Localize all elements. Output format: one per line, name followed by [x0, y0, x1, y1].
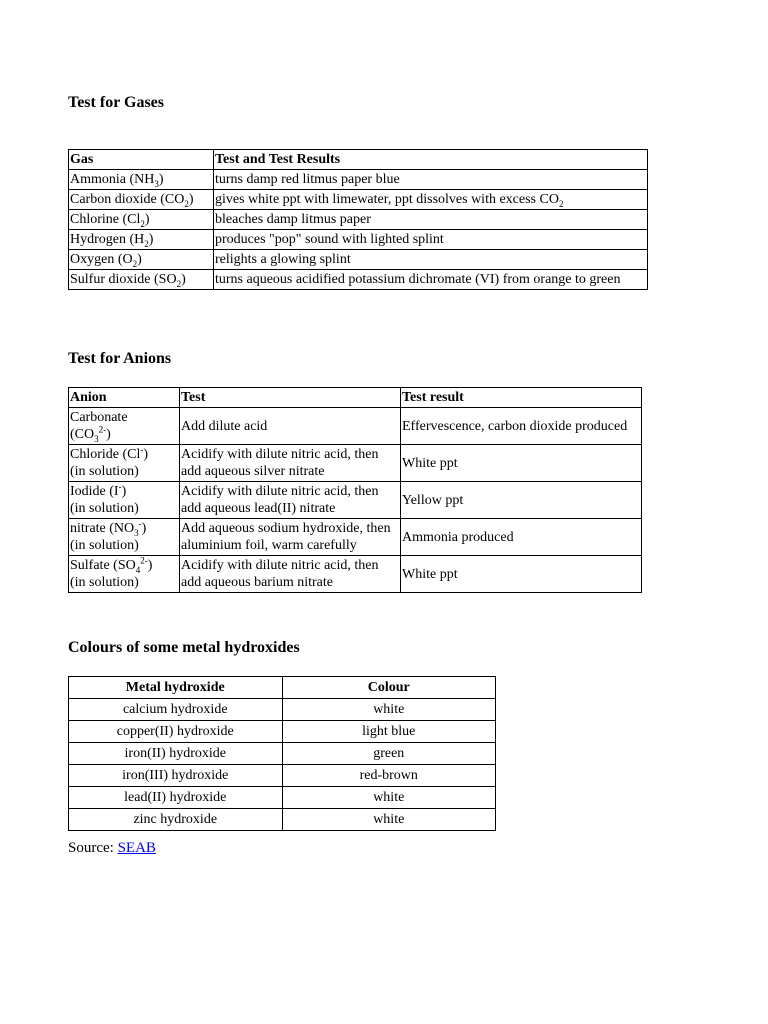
hydroxides-header-colour: Colour: [282, 677, 496, 699]
hydroxide-name-cell: iron(II) hydroxide: [69, 743, 283, 765]
anion-result-cell: Ammonia produced: [401, 519, 642, 556]
gas-name-cell: Oxygen $(O_2)$: [69, 250, 214, 270]
gas-name-cell: Carbon dioxide $(CO_2)$: [69, 190, 214, 210]
anion-result-cell: Effervescence, carbon dioxide produced: [401, 408, 642, 445]
anion-result-cell: White ppt: [401, 556, 642, 593]
anions-table: [68, 387, 642, 593]
hydroxides-row-4: [69, 787, 496, 809]
gases-header-gas: Gas: [69, 150, 214, 170]
gas-test-cell: relights a glowing splint: [214, 250, 648, 270]
gas-name-cell: Ammonia $(NH_3)$: [69, 170, 214, 190]
hydroxide-name-cell: calcium hydroxide: [69, 699, 283, 721]
gases-header-test: Test and Test Results: [214, 150, 648, 170]
hydroxide-name-cell: copper(II) hydroxide: [69, 721, 283, 743]
hydroxides-header-name: Metal hydroxide: [69, 677, 283, 699]
anion-test-cell: Add dilute acid: [180, 408, 401, 445]
hydroxides-row-0: [69, 699, 496, 721]
anions-row-4: [69, 556, 642, 593]
source-label: Source:: [68, 840, 114, 856]
anions-row-1: [69, 445, 642, 482]
source-line: [68, 840, 156, 857]
gas-test-cell: turns aqueous acidified potassium dichromate (VI) from orange to green: [214, 270, 648, 290]
hydroxides-table: [68, 676, 496, 831]
gas-test-cell: turns damp red litmus paper blue: [214, 170, 648, 190]
hydroxide-colour-cell: red-brown: [282, 765, 496, 787]
hydroxide-colour-cell: white: [282, 699, 496, 721]
hydroxide-colour-cell: white: [282, 809, 496, 831]
gas-test-cell: bleaches damp litmus paper: [214, 210, 648, 230]
hydroxide-colour-cell: green: [282, 743, 496, 765]
hydroxides-row-1: [69, 721, 496, 743]
gases-table: [68, 149, 648, 290]
anion-test-cell: Acidify with dilute nitric acid, then add aqueous lead(II) nitrate: [180, 482, 401, 519]
gases-row-2: [69, 210, 648, 230]
anion-result-cell: White ppt: [401, 445, 642, 482]
gases-row-1: [69, 190, 648, 210]
anions-header-test: Test: [180, 388, 401, 408]
anion-name-cell: Iodide (I-) (in solution): [69, 482, 180, 519]
gases-row-5: [69, 270, 648, 290]
gas-name-cell: Sulfur dioxide $(SO_2)$: [69, 270, 214, 290]
hydroxide-name-cell: zinc hydroxide: [69, 809, 283, 831]
gases-row-4: [69, 250, 648, 270]
hydroxides-row-2: [69, 743, 496, 765]
gas-name-cell: Hydrogen $(H_2)$: [69, 230, 214, 250]
hydroxides-row-5: [69, 809, 496, 831]
anions-header-result: Test result: [401, 388, 642, 408]
gases-row-0: [69, 170, 648, 190]
gas-name-cell: Chlorine $(Cl_2)$: [69, 210, 214, 230]
anion-name-cell: nitrate $(NO_3^-)$ (in solution): [69, 519, 180, 556]
gases-heading: Test for Gases: [68, 94, 164, 111]
anions-header-anion: Anion: [69, 388, 180, 408]
anions-heading: Test for Anions: [68, 350, 172, 367]
hydroxide-name-cell: lead(II) hydroxide: [69, 787, 283, 809]
anion-name-cell: Carbonate $(CO_3^{2-})$: [69, 408, 180, 445]
anion-name-cell: Chloride (Cl-) (in solution): [69, 445, 180, 482]
seab-link[interactable]: SEAB: [117, 840, 156, 856]
hydroxides-heading: Colours of some metal hydroxides: [68, 639, 300, 656]
anion-name-cell: Sulfate $(SO_4^{2-})$ (in solution): [69, 556, 180, 593]
hydroxide-colour-cell: white: [282, 787, 496, 809]
gases-row-3: [69, 230, 648, 250]
anion-result-cell: Yellow ppt: [401, 482, 642, 519]
anions-row-2: [69, 482, 642, 519]
hydroxides-row-3: [69, 765, 496, 787]
hydroxide-name-cell: iron(III) hydroxide: [69, 765, 283, 787]
anions-row-0: [69, 408, 642, 445]
anions-row-3: [69, 519, 642, 556]
hydroxide-colour-cell: light blue: [282, 721, 496, 743]
anion-test-cell: Add aqueous sodium hydroxide, then aluminium foil, warm carefully: [180, 519, 401, 556]
gas-test-cell: gives white ppt with limewater, ppt dissolves with excess $CO_2$: [214, 190, 648, 210]
anion-test-cell: Acidify with dilute nitric acid, then add aqueous barium nitrate: [180, 556, 401, 593]
gas-test-cell: produces "pop" sound with lighted splint: [214, 230, 648, 250]
anion-test-cell: Acidify with dilute nitric acid, then add aqueous silver nitrate: [180, 445, 401, 482]
